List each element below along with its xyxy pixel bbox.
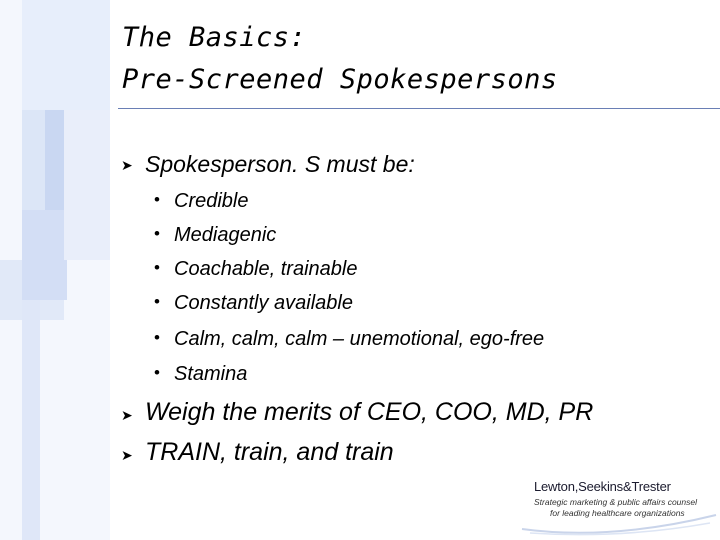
main-bullet: Weigh the merits of CEO, COO, MD, PR (145, 398, 594, 426)
logo-tagline-2: for leading healthcare organizations (550, 508, 685, 518)
sub-item: Mediagenic (174, 224, 277, 246)
bullet-dot-icon: • (154, 328, 160, 347)
sub-item: Calm, calm, calm – unemotional, ego-free (174, 328, 545, 350)
sub-item: Coachable, trainable (174, 258, 358, 280)
sub-item: Constantly available (174, 292, 353, 314)
slide-title-line-2: Pre-Screened Spokespersons (122, 64, 558, 95)
heading-bullet: Spokesperson. S must be: (145, 151, 415, 177)
sub-item: Credible (174, 190, 249, 212)
bullet-dot-icon: • (154, 258, 160, 277)
left-decoration-strip (0, 0, 110, 540)
bullet-dot-icon: • (154, 190, 160, 209)
logo-name: Lewton,Seekins&Trester (534, 479, 671, 494)
arrowhead-icon: ➤ (121, 157, 133, 173)
company-logo (520, 475, 718, 537)
title-divider (118, 108, 720, 109)
arrowhead-icon: ➤ (121, 407, 133, 423)
bullet-dot-icon: • (154, 224, 160, 243)
main-bullet: TRAIN, train, and train (145, 438, 394, 466)
arrowhead-icon: ➤ (121, 447, 133, 463)
bullet-dot-icon: • (154, 363, 160, 382)
logo-tagline-1: Strategic marketing & public affairs counsel (534, 497, 697, 507)
sub-item: Stamina (174, 363, 248, 385)
slide-title-line-1: The Basics: (122, 22, 307, 53)
bullet-dot-icon: • (154, 292, 160, 311)
